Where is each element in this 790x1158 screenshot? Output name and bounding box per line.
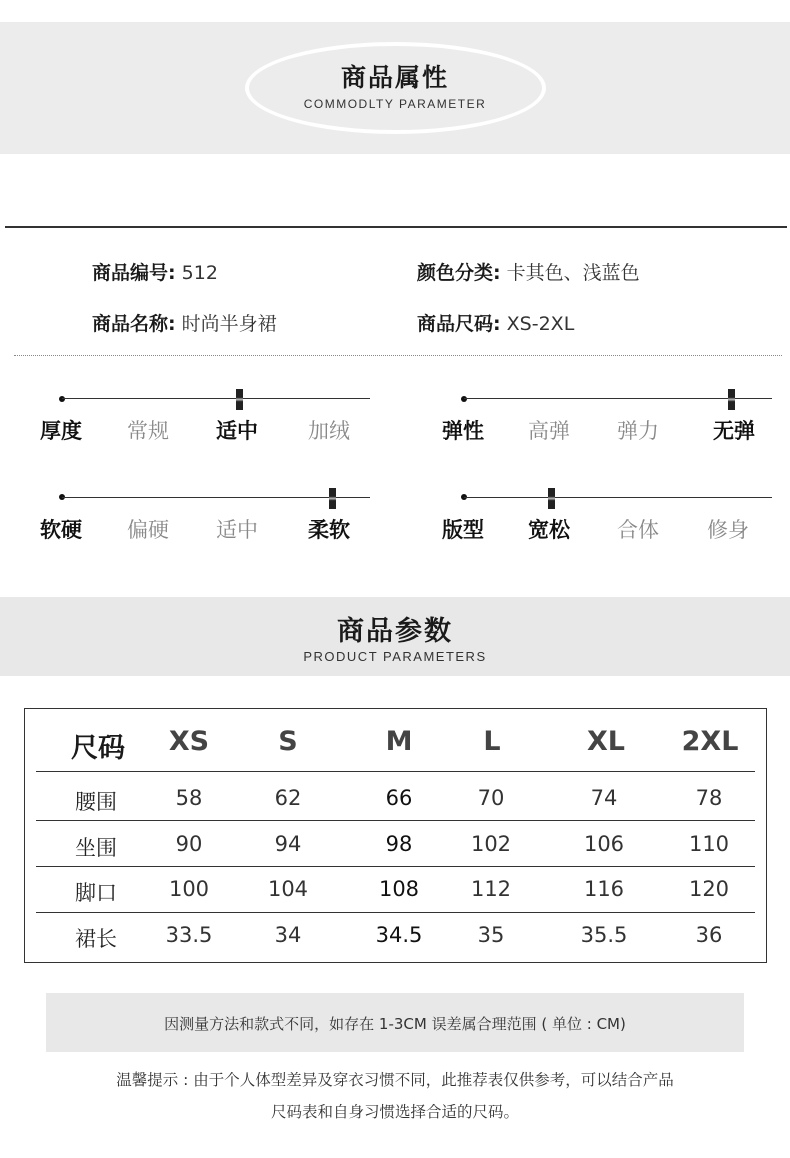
table-cell: 36 <box>695 923 723 947</box>
slider-marker <box>329 488 336 509</box>
table-cell: 94 <box>274 832 302 856</box>
tip-line-2: 尺码表和自身习惯选择合适的尺码。 <box>270 1103 519 1121</box>
table-header-cell: XL <box>586 726 626 757</box>
table-cell: 33.5 <box>165 923 213 947</box>
table-cell: 74 <box>590 786 618 810</box>
product-number-value: 512 <box>181 262 218 284</box>
slider-option: 适中 <box>216 518 258 542</box>
slider-track <box>62 398 370 399</box>
product-name-value: 时尚半身裙 <box>181 313 277 335</box>
table-cell: 62 <box>274 786 302 810</box>
slider-option: 高弹 <box>528 419 570 443</box>
slider-marker <box>236 389 243 410</box>
slider-label: 软硬 <box>40 518 82 542</box>
table-cell: 112 <box>470 877 512 901</box>
tip-line-1: 温馨提示 : 由于个人体型差异及穿衣习惯不同，此推荐表仅供参考，可以结合产品 <box>116 1071 674 1089</box>
table-header-cell: 尺码 <box>71 733 125 764</box>
table-cell: 102 <box>470 832 512 856</box>
slider-marker <box>548 488 555 509</box>
product-number-label: 商品编号: <box>92 262 176 284</box>
slider-option-selected: 宽松 <box>528 518 570 542</box>
table-cell: 120 <box>688 877 730 901</box>
slider-label: 弹性 <box>442 419 484 443</box>
measurement-note: 因测量方法和款式不同，如存在 1-3CM 误差属合理范围 ( 单位 : CM) <box>164 1015 626 1033</box>
slider-option: 偏硬 <box>127 518 169 542</box>
slider-option: 修身 <box>707 518 749 542</box>
product-size-value: XS-2XL <box>506 313 575 335</box>
table-cell: 58 <box>175 786 203 810</box>
slider-option-selected: 柔软 <box>308 518 350 542</box>
table-row-label: 腰围 <box>75 790 117 814</box>
slider-label: 版型 <box>442 518 484 542</box>
table-cell: 34.5 <box>375 923 423 947</box>
table-cell: 70 <box>477 786 505 810</box>
section-divider <box>5 226 787 228</box>
slider-start-dot <box>461 396 467 402</box>
slider-option: 合体 <box>617 518 659 542</box>
product-color-label: 颜色分类: <box>417 262 501 284</box>
table-row-label: 裙长 <box>75 927 117 951</box>
attributes-subtitle: COMMODLTY PARAMETER <box>303 97 487 111</box>
slider-option-selected: 无弹 <box>713 419 755 443</box>
product-color-value: 卡其色、浅蓝色 <box>506 262 640 284</box>
slider-option-selected: 适中 <box>216 419 258 443</box>
slider-start-dot <box>59 396 65 402</box>
table-cell: 110 <box>688 832 730 856</box>
slider-track <box>62 497 370 498</box>
table-cell: 78 <box>695 786 723 810</box>
table-row-divider <box>36 912 755 913</box>
parameters-title: 商品参数 <box>337 616 453 647</box>
table-cell: 66 <box>385 786 413 810</box>
table-header-cell: XS <box>168 726 210 757</box>
table-row-label: 脚口 <box>75 881 117 905</box>
table-cell: 116 <box>583 877 625 901</box>
product-name-label: 商品名称: <box>92 313 176 335</box>
product-size <box>417 309 574 336</box>
table-header-cell: M <box>385 726 413 757</box>
table-row-divider <box>36 820 755 821</box>
table-cell: 35.5 <box>580 923 628 947</box>
attributes-title: 商品属性 <box>340 63 449 92</box>
table-cell: 90 <box>175 832 203 856</box>
table-cell: 100 <box>168 877 210 901</box>
dotted-divider <box>14 355 782 356</box>
table-cell: 98 <box>385 832 413 856</box>
slider-option: 加绒 <box>308 419 350 443</box>
product-number <box>92 258 218 285</box>
slider-marker <box>728 389 735 410</box>
product-name <box>92 309 277 336</box>
product-size-label: 商品尺码: <box>417 313 501 335</box>
table-cell: 106 <box>583 832 625 856</box>
parameters-subtitle: PRODUCT PARAMETERS <box>303 649 487 664</box>
table-cell: 108 <box>378 877 420 901</box>
table-cell: 104 <box>267 877 309 901</box>
slider-option: 常规 <box>127 419 169 443</box>
product-color <box>417 258 640 285</box>
table-cell: 34 <box>274 923 302 947</box>
table-row-label: 坐围 <box>75 836 117 860</box>
slider-label: 厚度 <box>40 419 82 443</box>
table-header-cell: S <box>278 726 298 757</box>
table-header-cell: L <box>483 726 501 757</box>
slider-track <box>464 398 772 399</box>
slider-track <box>464 497 772 498</box>
slider-option: 弹力 <box>617 419 659 443</box>
table-row-divider <box>36 771 755 772</box>
table-cell: 35 <box>477 923 505 947</box>
table-header-cell: 2XL <box>681 726 739 757</box>
table-row-divider <box>36 866 755 867</box>
